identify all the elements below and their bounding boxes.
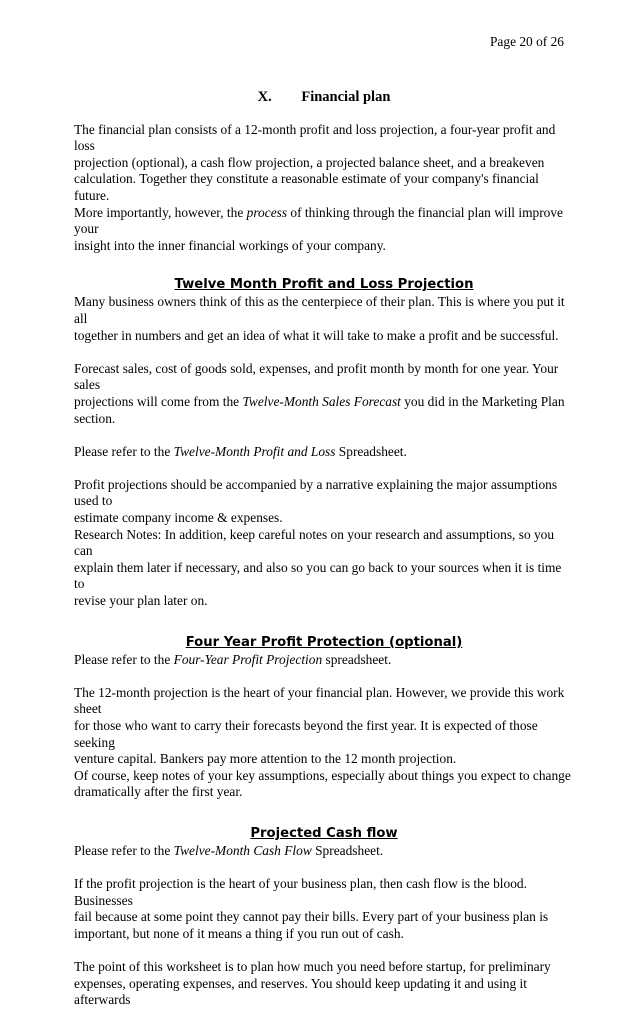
text-run: Please refer to the (74, 651, 174, 667)
text-line: Many business owners think of this as the centerpiece of their plan. This is where you put it all (74, 294, 565, 326)
text-line: expenses, operating expenses, and reserves. You should keep updating it and using it afterwards (74, 975, 527, 1008)
heading-cash-flow: Projected Cash flow (250, 825, 398, 841)
text-line (74, 444, 574, 461)
intro-paragraph (74, 122, 574, 255)
text-line (74, 394, 574, 411)
text-run: More importantly, however, the (74, 204, 247, 220)
text-line: The financial plan consists of a 12-month profit and loss projection, a four-year profit and loss (74, 121, 556, 154)
text-line: The 12-month projection is the heart of your financial plan. However, we provide this work sheet (74, 684, 565, 717)
text-line: for those who want to carry their forecasts beyond the first year. It is expected of those seeking (74, 718, 538, 750)
text-line: Profit projections should be accompanied by a narrative explaining the major assumptions used to (74, 476, 558, 509)
text-run: Please refer to the (74, 842, 174, 858)
text-line: calculation. Together they constitute a reasonable estimate of your company's financial future. (74, 171, 539, 203)
section-title-text: Financial plan (301, 89, 391, 105)
text-run: of thinking through the financial plan will improve your (74, 204, 564, 237)
emphasis: Twelve-Month Cash Flow (173, 842, 312, 858)
text-line: The point of this worksheet is to plan how much you need before startup, for preliminary (74, 959, 551, 975)
page-number: Page 20 of 26 (489, 34, 564, 49)
text-run: spreadsheet. (322, 651, 392, 667)
text-run: you did in the Marketing Plan (400, 393, 565, 409)
text-line (74, 843, 574, 860)
heading-twelve-month-pl: Twelve Month Profit and Loss Projection (174, 277, 474, 293)
text-line: important, but none of it means a thing if you run out of cash. (74, 925, 404, 941)
emphasis: Twelve-Month Sales Forecast (242, 393, 401, 409)
document-body (74, 89, 574, 1009)
emphasis: Four-Year Profit Projection (173, 651, 323, 667)
text-line: Research Notes: In addition, keep careful notes on your research and assumptions, so you can (74, 526, 555, 559)
emphasis: Twelve-Month Profit and Loss (173, 443, 336, 459)
text-run: projections will come from the (74, 393, 243, 409)
heading-four-year: Four Year Profit Protection (optional) (185, 634, 463, 650)
text-line: Forecast sales, cost of goods sold, expenses, and profit month by month for one year. Your sales (74, 360, 559, 393)
text-line: projection (optional), a cash flow projection, a projected balance sheet, and a breakeven (74, 154, 545, 170)
text-line (74, 652, 574, 669)
text-line: insight into the inner financial workings of your company. (74, 237, 386, 253)
text-line: venture capital. Bankers pay more attention to the 12 month projection. (74, 751, 457, 767)
text-line: explain them later if necessary, and also so you can go back to your sources when it is time to (74, 559, 562, 592)
text-run: Spreadsheet. (335, 443, 407, 459)
section-number: X. (257, 89, 272, 105)
section-title (74, 89, 574, 106)
text-run: Spreadsheet. (311, 842, 384, 858)
text-line: Of course, keep notes of your key assumptions, especially about things you expect to change (74, 767, 571, 783)
text-line: revise your plan later on. (74, 593, 208, 609)
text-line: together in numbers and get an idea of what it will take to make a profit and be successful. (74, 327, 559, 343)
emphasis: process (246, 204, 288, 220)
text-line (74, 205, 574, 238)
text-line: section. (74, 410, 116, 426)
text-line: fail because at some point they cannot pay their bills. Every part of your business plan is (74, 909, 549, 925)
text-line: estimate company income & expenses. (74, 510, 283, 526)
text-run: Please refer to the (74, 443, 174, 459)
text-line: If the profit projection is the heart of your business plan, then cash flow is the blood. Businesses (74, 876, 527, 908)
text-line: dramatically after the first year. (74, 784, 243, 800)
